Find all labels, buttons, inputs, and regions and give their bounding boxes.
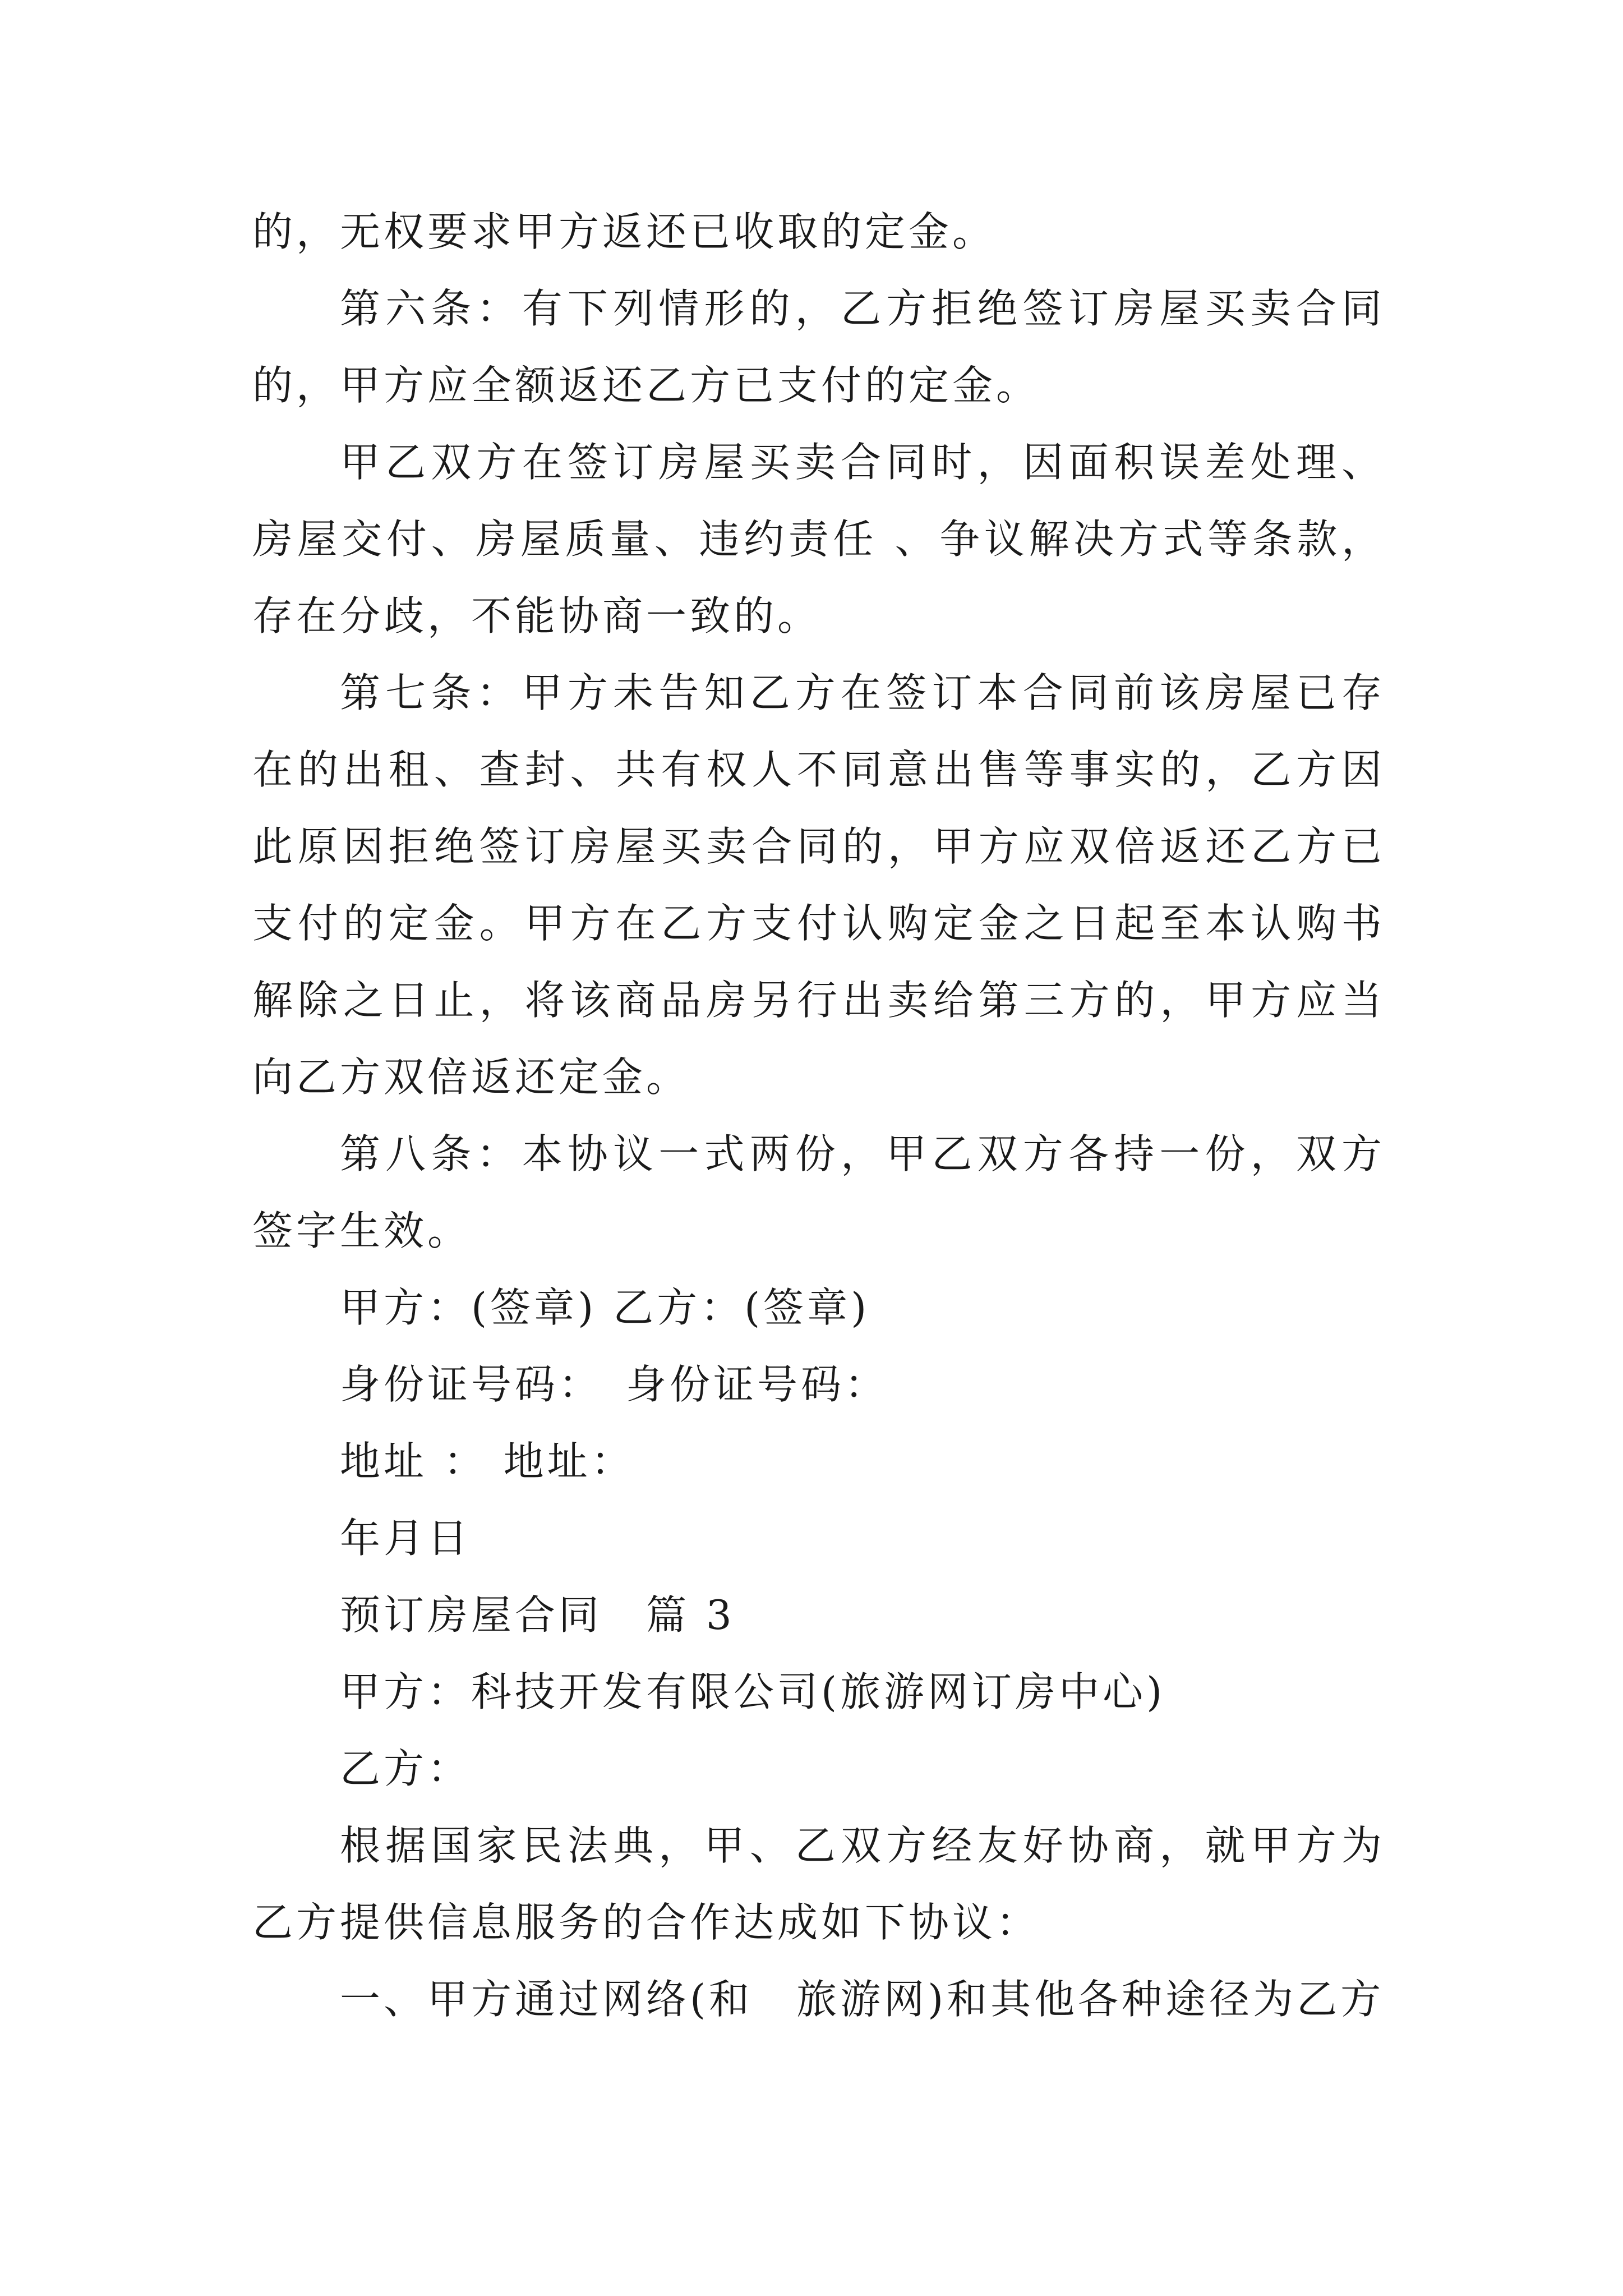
paragraph-clause-1: 一、甲方通过网络(和 旅游网)和其他各种途径为乙方 [340,1976,1385,2023]
paragraph-agreement-basis: 根据国家民法典，甲、乙双方经友好协商，就甲方为乙方提供信息服务的合作达成如下协议： [252,1822,1385,1946]
paragraph-article-6: 第六条：有下列情形的，乙方拒绝签订房屋买卖合同的，甲方应全额返还乙方已支付的定金。 [252,285,1385,409]
section-heading: 预订房屋合同 篇 3 [340,1591,735,1639]
id-number-line: 身份证号码： 身份证号码： [340,1361,889,1408]
paragraph-article-8: 第八条：本协议一式两份，甲乙双方各持一份，双方签字生效。 [252,1130,1385,1254]
document-body [252,194,1385,2038]
party-a-line: 甲方：科技开发有限公司(旅游网订房中心) [340,1668,1166,1715]
paragraph-continuation: 的，无权要求甲方返还已收取的定金。 [252,208,997,255]
address-line: 地址 ： 地址： [340,1438,635,1485]
paragraph-article-7: 第七条：甲方未告知乙方在签订本合同前该房屋已存在的出租、查封、共有权人不同意出售等事实的，乙方因此原因拒绝签订房屋买卖合同的，甲方应双倍返还乙方已支付的定金。甲方在乙方支付认购定金之日起至本认购书解除之日止，将该商品房另行出卖给第三方的，甲方应当向乙方双倍返还定金。 [252,669,1385,1101]
party-b-line: 乙方： [340,1745,472,1792]
date-line: 年月日 [340,1515,472,1562]
paragraph-dispute-condition: 甲乙双方在签订房屋买卖合同时，因面积误差处理、房屋交付、房屋质量、违约责任 、争议解决方式等条款，存在分歧，不能协商一致的。 [252,439,1385,639]
signature-line: 甲方：(签章) 乙方：(签章) [340,1284,870,1331]
